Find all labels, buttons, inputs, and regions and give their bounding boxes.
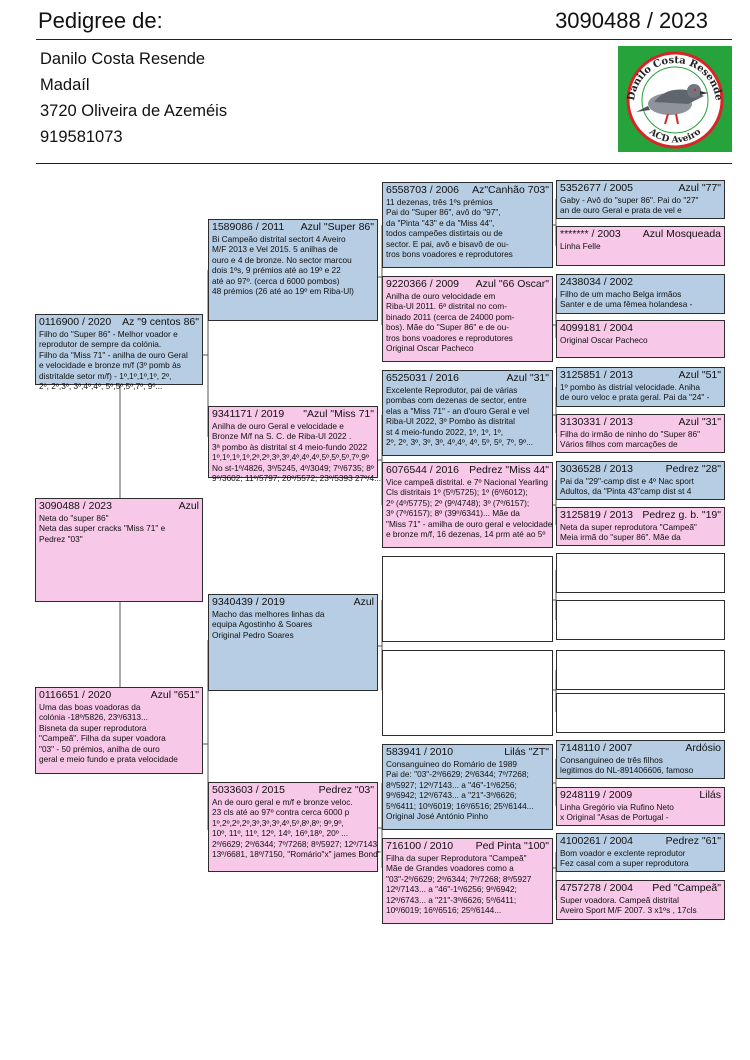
info-line: 5º/6411; 10º/6019; 16º/6516; 25º/6144... [386, 800, 534, 811]
ring-number: 0116900 / 2020 [39, 316, 112, 328]
info-line: Consanguineo de três filhos [560, 754, 663, 765]
info-line: "Miss 71" - amilha de ouro geral e velocidade [386, 518, 553, 529]
pigeon-name: Lilás [699, 789, 721, 801]
ring-number: 716100 / 2010 [386, 840, 454, 852]
ring-number: 0116651 / 2020 [39, 689, 112, 701]
ring-number: 2438034 / 2002 [560, 276, 633, 288]
info-line: Anilha de ouro velocidade em [386, 290, 496, 301]
ff-mother-card[interactable] [382, 276, 553, 362]
pigeon-name: "Azul "Miss 71" [303, 408, 374, 420]
info-line: M/F 2013 e Vel 2015. 5 anilhas de [212, 244, 338, 255]
info-line: Neta das super cracks "Miss 71" e [39, 523, 166, 534]
owner-phone: 919581073 [40, 128, 123, 146]
owner-locality: Madaíl [40, 76, 90, 94]
ring-number: 3125851 / 2013 [560, 369, 633, 381]
info-line: 8º/5927; 12º/7143... a "46"-1º/6256; [386, 779, 517, 790]
info-line: Original Oscar Pacheco [386, 343, 474, 354]
ring-number: 583941 / 2010 [386, 746, 454, 758]
maternal-grandfather-card[interactable] [208, 594, 378, 691]
paternal-grandfather-card[interactable] [208, 219, 378, 321]
info-line: Bisneta da super reprodutora [39, 722, 147, 733]
info-line: até ao 97º. (cerca d 6000 pombos) [212, 275, 340, 286]
info-line: Bom voador e exclente reprodutor [560, 847, 686, 858]
info-line: 12º/6743... a "21"-3º/6626; 5º/6411; [386, 894, 517, 905]
ancestor-card-11-empty[interactable] [556, 650, 725, 690]
info-line: binado 2011 (cerca de 24000 pom- [386, 311, 515, 322]
ring-number: 4757278 / 2004 [560, 882, 633, 894]
ancestor-card-3[interactable] [556, 274, 725, 314]
pigeon-name: Az"Canhão 703" [472, 184, 549, 196]
pigeon-name: Lilás "ZT" [504, 746, 549, 758]
fm-mother-card[interactable] [382, 462, 553, 548]
info-line: x Original "Asas de Portugal - [560, 812, 669, 823]
mother-card[interactable] [35, 687, 203, 774]
info-line: 2º, 2º, 3º, 3º, 3º, 4º,4º, 4º, 5º, 5º, 7º, 9º... [386, 437, 534, 448]
ring-number: 4099181 / 2004 [560, 322, 633, 334]
pigeon-name: Ardósio [685, 742, 721, 754]
ff-father-card[interactable] [382, 182, 553, 268]
ring-number: 3090488 / 2023 [39, 500, 112, 512]
ring-number: 9220366 / 2009 [386, 278, 459, 290]
pigeon-name: Pedrez "03" [318, 784, 374, 796]
info-line: e velocidade e bronze m/f (3º pomb às [39, 360, 181, 371]
info-line: 2º/6629; 2º/6344; 7º/7268; 8º/5927; 12º/7143 [212, 838, 378, 849]
info-line: An de ouro geral e m/f e bronze veloc. [212, 796, 353, 807]
ring-number: 4100261 / 2004 [560, 835, 633, 847]
ancestor-card-14[interactable] [556, 787, 725, 826]
info-line: Original José António Pinho [386, 811, 488, 822]
ring-number: 3036528 / 2013 [560, 463, 633, 475]
info-line: Consanguineo do Romário de 1989 [386, 758, 518, 769]
pigeon-name: Azul "77" [678, 182, 721, 194]
header-ring-number: 3090488 / 2023 [555, 8, 708, 33]
info-line: Original Pedro Soares [212, 629, 294, 640]
info-line: Linha Felle [560, 240, 601, 251]
info-line: colónia -18º/5826, 23º/6313... [39, 712, 148, 723]
info-line: ouro e 4 de bronze. No sector marcou [212, 254, 352, 265]
mm-father-card[interactable] [382, 744, 553, 830]
info-line: Gaby - Avô do "super 86". Pai do "27" [560, 194, 699, 205]
info-line: Cls distritais 1º (5º/5725); 1º (6º/6012); [386, 487, 528, 498]
owner-block [40, 46, 227, 150]
pigeon-name: Ped Pinta "100" [475, 840, 549, 852]
info-line: Original Oscar Pacheco [560, 334, 648, 345]
info-line: 3º (7º/6157); 8º (39º/6341)... Mãe da [386, 508, 520, 519]
info-line: 1º pombo às distrial velocidade. Aniha [560, 381, 701, 392]
info-line: Riba-Ul 2011. 6ª distrital no com- [386, 301, 507, 312]
info-line: e bronze m/f, 16 dezenas, 14 prm até ao 5º [386, 529, 546, 540]
mf-father-card-empty[interactable] [382, 556, 553, 642]
club-logo [618, 46, 732, 152]
info-line: Filha do irmão de ninho do "Super 86" [560, 428, 701, 439]
info-line: distritalde setor m/f) - 1º,1º,1º,1º, 2º, [39, 370, 172, 381]
info-line: Filho do "Super 86" - Melhor voador e [39, 328, 178, 339]
info-line: de ouro veloc e prata geral. Pai da "24" - [560, 392, 710, 403]
info-line: st 4 meio-fundo 2022, 1º, 1º, 1º, [386, 426, 504, 437]
info-line: Aveiro Sport M/F 2007. 3 x1ºs , 17cls [560, 905, 697, 916]
info-line: geral e meio fundo e prata velocidade [39, 754, 178, 765]
info-line: Anilha de ouro Geral e velocidade e [212, 420, 344, 431]
ancestor-card-4[interactable] [556, 320, 725, 358]
info-line: Pai do "Super 86", avô do "97", [386, 207, 501, 218]
info-line: Pai de: "03"-2º/6629; 2º/6344; 7º/7268; [386, 769, 529, 780]
owner-name: Danilo Costa Resende [40, 50, 206, 68]
owner-city: 3720 Oliveira de Azeméis [40, 102, 228, 120]
ring-number: 6558703 / 2006 [386, 184, 459, 196]
info-line: Mãe de Grandes voadores como a [386, 863, 514, 874]
pigeon-name: Azul "31" [506, 372, 549, 384]
pigeon-name: Azul Mosqueada [642, 228, 721, 240]
pigeon-name: Azul [178, 500, 199, 512]
ancestor-card-12-empty[interactable] [556, 693, 725, 733]
info-line: Neta da super reprodutora "Campeã" [560, 521, 697, 532]
info-line: dois 1ºs, 9 prémios até ao 19º e 22 [212, 265, 341, 276]
ancestor-card-8[interactable] [556, 507, 725, 546]
pigeon-name: Azul "651" [150, 689, 199, 701]
info-line: Macho das melhores linhas da [212, 608, 325, 619]
svg-text:ACD Aveiro: ACD Aveiro [647, 127, 704, 146]
subject-card[interactable] [35, 498, 203, 602]
pigeon-name: Pedrez "28" [665, 463, 721, 475]
fm-father-card[interactable] [382, 370, 553, 456]
pigeon-name: Pedrez g. b. "19" [642, 509, 721, 521]
info-line: todos campeões distirtais ou de [386, 228, 503, 239]
mm-mother-card[interactable] [382, 838, 553, 924]
info-line: 23 cls até ao 97º contra cerca 6000 p [212, 807, 350, 818]
info-line: Meia irmã do "super 86". Mãe da [560, 532, 681, 543]
info-line: Vice campeã distrital. e 7º Nacional Yearling [386, 476, 548, 487]
info-line: 9º/3602; 11º/5797; 20º/5572; 23º/5393 27º/4... [212, 473, 382, 484]
info-line: Fez casal com a super reprodutora [560, 858, 689, 869]
pigeon-name: Azul "31" [678, 416, 721, 428]
ancestor-card-5[interactable] [556, 367, 725, 407]
info-line: tros bons voadores e reprodutores [386, 249, 513, 260]
info-line: "03" - 50 prémios, anilha de ouro [39, 743, 160, 754]
ring-number: 9341171 / 2019 [212, 408, 285, 420]
ancestor-card-7[interactable] [556, 461, 725, 500]
header-rule [36, 39, 732, 40]
pigeon-seal-icon [618, 46, 732, 152]
info-line: Neta do "super 86" [39, 512, 109, 523]
pigeon-name: Azul [353, 596, 374, 608]
info-line: Super voadora. Campeã distrital [560, 894, 679, 905]
info-line: 2º, 2º,3º, 3º,4º,4º, 5º,5º,5º,7º, 9º... [39, 381, 163, 392]
info-line: Bi Campeão distrital sectort 4 Aveiro [212, 233, 346, 244]
ring-number: 7148110 / 2007 [560, 742, 633, 754]
ring-number: 5033603 / 2015 [212, 784, 285, 796]
ancestor-card-9-empty[interactable] [556, 553, 725, 593]
ancestor-card-10-empty[interactable] [556, 600, 725, 640]
pigeon-name: Azul "66 Oscar" [475, 278, 549, 290]
info-line: Filho de um macho Belga irmãos [560, 288, 682, 299]
ancestor-card-1[interactable] [556, 180, 725, 219]
ring-number: 3125819 / 2013 [560, 509, 633, 521]
pigeon-name: Pedrez "61" [665, 835, 721, 847]
info-line: tros bons voadores e reprodutores [386, 332, 513, 343]
ancestor-card-13[interactable] [556, 740, 725, 779]
info-line: Bronze M/f na S. C. de Riba-Ul 2022 . [212, 431, 352, 442]
owner-rule [36, 163, 732, 164]
info-line: 11 dezenas, três 1ºs prémios [386, 196, 493, 207]
info-line: legitimos do NL-891406606, famoso [560, 765, 694, 776]
info-line: sector. E pai, avô e bisavô de ou- [386, 238, 509, 249]
info-line: Vários filhos com marcações de [560, 439, 678, 450]
maternal-grandmother-card[interactable] [208, 782, 381, 872]
ring-number: 6525031 / 2016 [386, 372, 459, 384]
ring-number: 9340439 / 2019 [212, 596, 285, 608]
info-line: Pedrez "03" [39, 533, 83, 544]
ancestor-card-15[interactable] [556, 833, 725, 872]
info-line: 1º,2º,2º,2º,3º,3º,3º,4º,5º,8º,8º; 9º,9º, [212, 817, 344, 828]
info-line: 1º,1º,1º,1º,2º,2º,3º,3º,4º,4º,4º,5º,5º,5º,7º,9º [212, 452, 369, 463]
pigeon-name: Ped "Campeã" [652, 882, 721, 894]
info-line: pombas com dezenas de sector, entre [386, 395, 527, 406]
info-line: Uma das boas voadoras da [39, 701, 141, 712]
pigeon-name: Azul "Super 86" [300, 221, 374, 233]
info-line: Linha Gregório via Rufino Neto [560, 801, 674, 812]
ring-number: 1589086 / 2011 [212, 221, 285, 233]
info-line: Filha da super Reprodutora "Campeã" [386, 852, 527, 863]
info-line: 10º/6019; 16º/6516; 25º/6144... [386, 905, 502, 916]
info-line: bos). Mãe do "Super 86" e de ou- [386, 322, 510, 333]
info-line: elas a "Miss 71" - an d'ouro Geral e vel [386, 405, 530, 416]
info-line: Filho da "Miss 71" - anilha de ouro Geral [39, 349, 188, 360]
info-line: Excelente Reprodutor, pai de várias [386, 384, 518, 395]
pigeon-name: Azul "51" [678, 369, 721, 381]
info-line: "Campeã". Filha da super voadora [39, 733, 166, 744]
info-line: da "Pinta "43" e da "Miss 44", [386, 217, 495, 228]
ancestor-card-2[interactable] [556, 226, 725, 266]
info-line: 9º/6942; 12º/6743... a "21"-3º/6626; [386, 790, 517, 801]
info-line: Adultos, da "Pinta 43"camp dist st 4 [560, 486, 692, 497]
father-card[interactable] [35, 314, 203, 392]
pigeon-name [717, 322, 721, 335]
info-line: Santer e de uma fêmea holandesa - [560, 299, 693, 310]
page-title: Pedigree de: [38, 8, 163, 33]
pigeon-name: Pedrez "Miss 44" [469, 464, 549, 476]
info-line: 12º/7143... a "46"-1º/6256; 9º/6942; [386, 884, 517, 895]
info-line: 3ª pombo às distrital st 4 meio-fundo 2022 [212, 441, 368, 452]
info-line: 2º (4º/5775); 2º (9º/4748); 3º (7º/6157); [386, 497, 530, 508]
info-line: Riba-Ul 2022, 3º Pombo às distrital [386, 416, 515, 427]
info-line: reprodutor de sempre da colónia. [39, 339, 162, 350]
pigeon-name [717, 276, 721, 289]
info-line: 48 prémios (26 até ao 19º em Riba-Ul) [212, 286, 354, 297]
paternal-grandmother-card[interactable] [208, 406, 382, 484]
ring-number: 5352677 / 2005 [560, 182, 633, 194]
ancestor-card-16[interactable] [556, 880, 725, 920]
ring-number: 9248119 / 2009 [560, 789, 633, 801]
ring-number: 3130331 / 2013 [560, 416, 633, 428]
mf-mother-card-empty[interactable] [382, 650, 553, 736]
ancestor-card-6[interactable] [556, 414, 725, 453]
ring-number: 6076544 / 2016 [386, 464, 459, 476]
info-line: 10º, 11º, 11º, 12º, 14º, 16º,18º, 20º ... [212, 828, 349, 839]
info-line: equipa Agostinho & Soares [212, 619, 313, 630]
svg-text:Danilo Costa Resende: Danilo Costa Resende [626, 54, 724, 102]
info-line: Pai da "29"-camp dist e 4º Nac sport [560, 475, 694, 486]
info-line: 13º/6681, 18º/7150, "Romário"x" james Bond" [212, 849, 381, 860]
pigeon-name: Az "9 centos 86" [122, 316, 199, 328]
info-line: an de ouro Geral e prata de vel e [560, 205, 682, 216]
ring-number: ******* / 2003 [560, 228, 621, 240]
info-line: "03"-2º/6629; 2º/6344; 7º/7268; 8º/5927 [386, 873, 532, 884]
info-line: No st-1º/4826, 3º/5245, 4º/3049; 7º/6735; 8º [212, 462, 374, 473]
